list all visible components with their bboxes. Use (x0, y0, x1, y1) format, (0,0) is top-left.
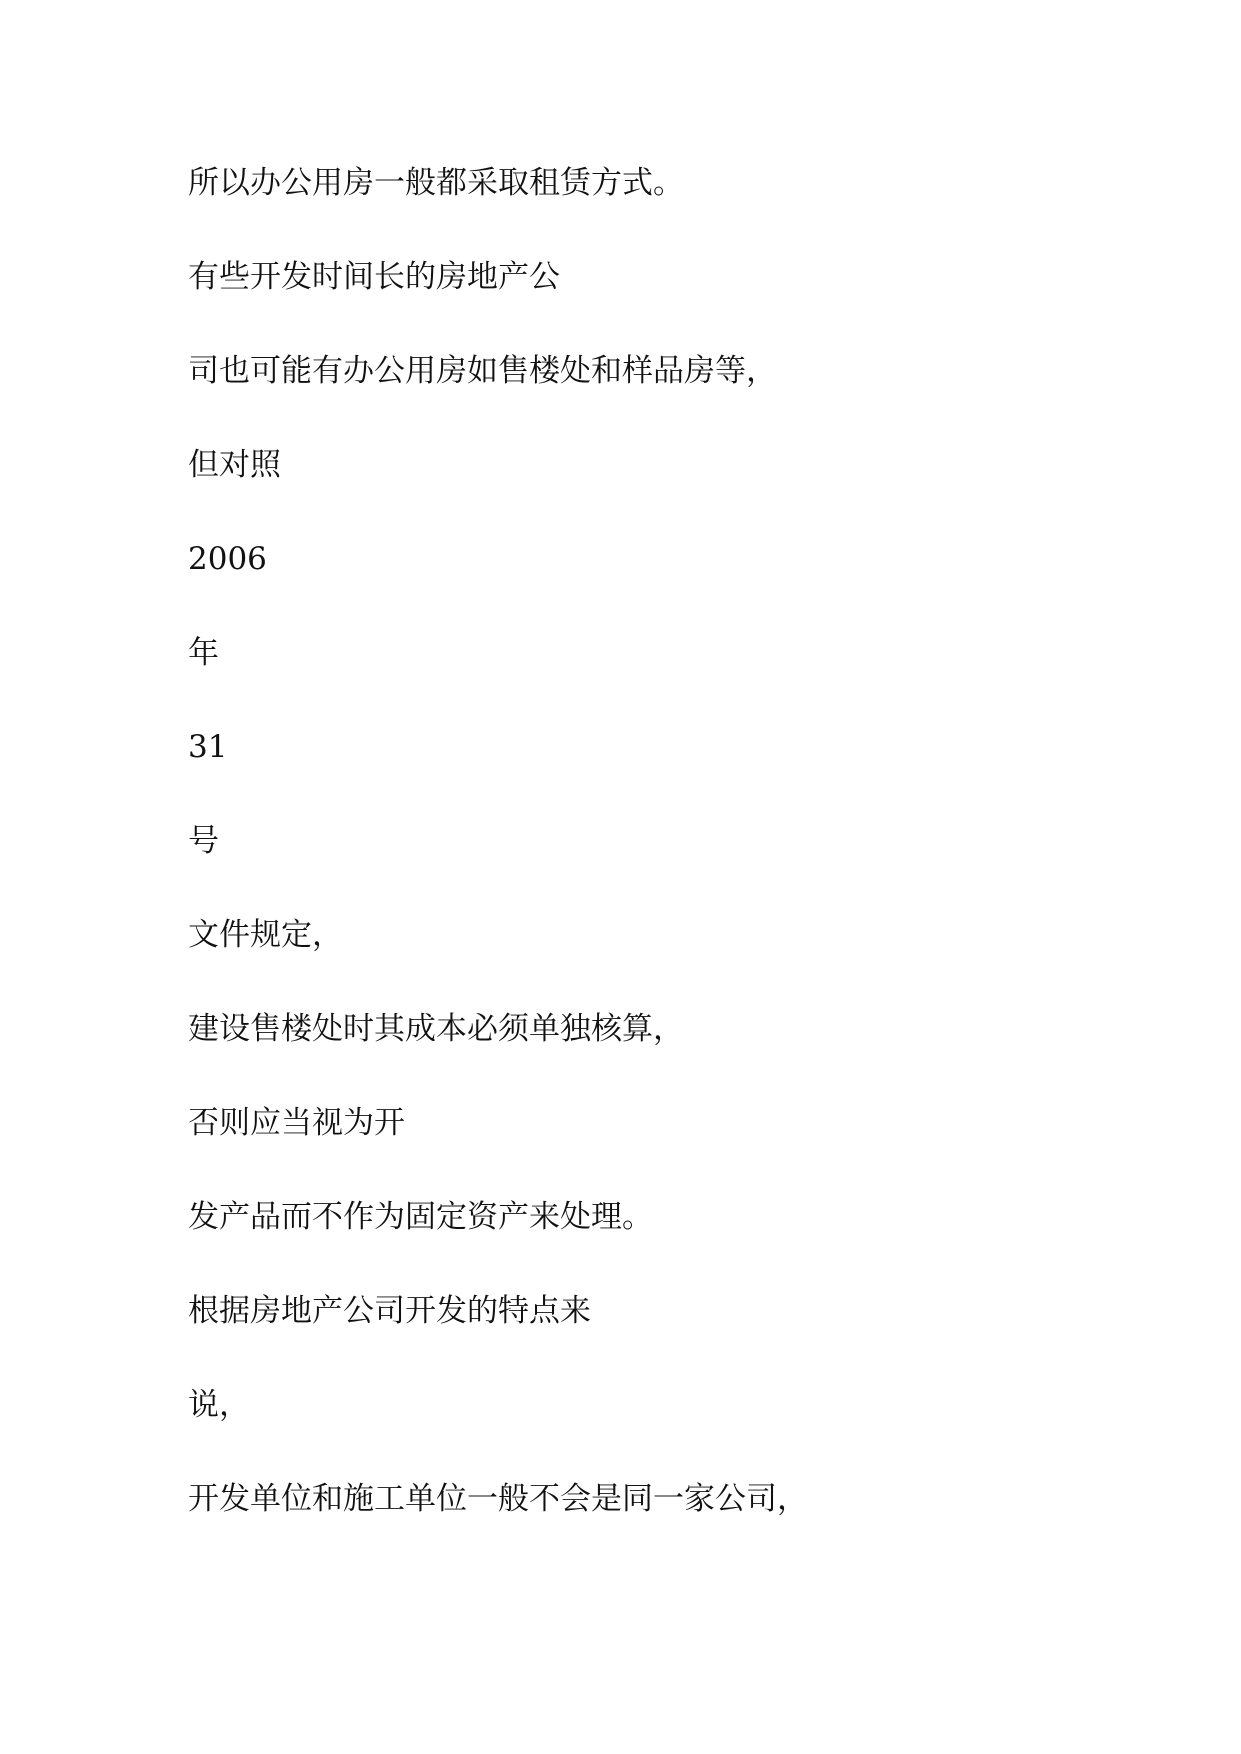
text-line: 年 (188, 635, 219, 671)
text-line: 说， (188, 1387, 250, 1423)
text-line: 文件规定， (188, 917, 343, 953)
text-line: 司也可能有办公用房如售楼处和样品房等， (188, 353, 777, 389)
text-line: 所以办公用房一般都采取租赁方式。 (188, 165, 684, 201)
text-line: 31 (188, 729, 228, 765)
document-body (188, 164, 1188, 1574)
text-line: 开发单位和施工单位一般不会是同一家公司， (188, 1481, 808, 1517)
text-line: 有些开发时间长的房地产公 (188, 259, 560, 295)
text-line: 否则应当视为开 (188, 1105, 405, 1141)
text-line: 建设售楼处时其成本必须单独核算， (188, 1011, 684, 1047)
text-line: 发产品而不作为固定资产来处理。 (188, 1199, 653, 1235)
text-line: 号 (188, 823, 219, 859)
text-line: 但对照 (188, 447, 281, 483)
text-line: 根据房地产公司开发的特点来 (188, 1293, 591, 1329)
text-line: 2006 (188, 541, 267, 577)
